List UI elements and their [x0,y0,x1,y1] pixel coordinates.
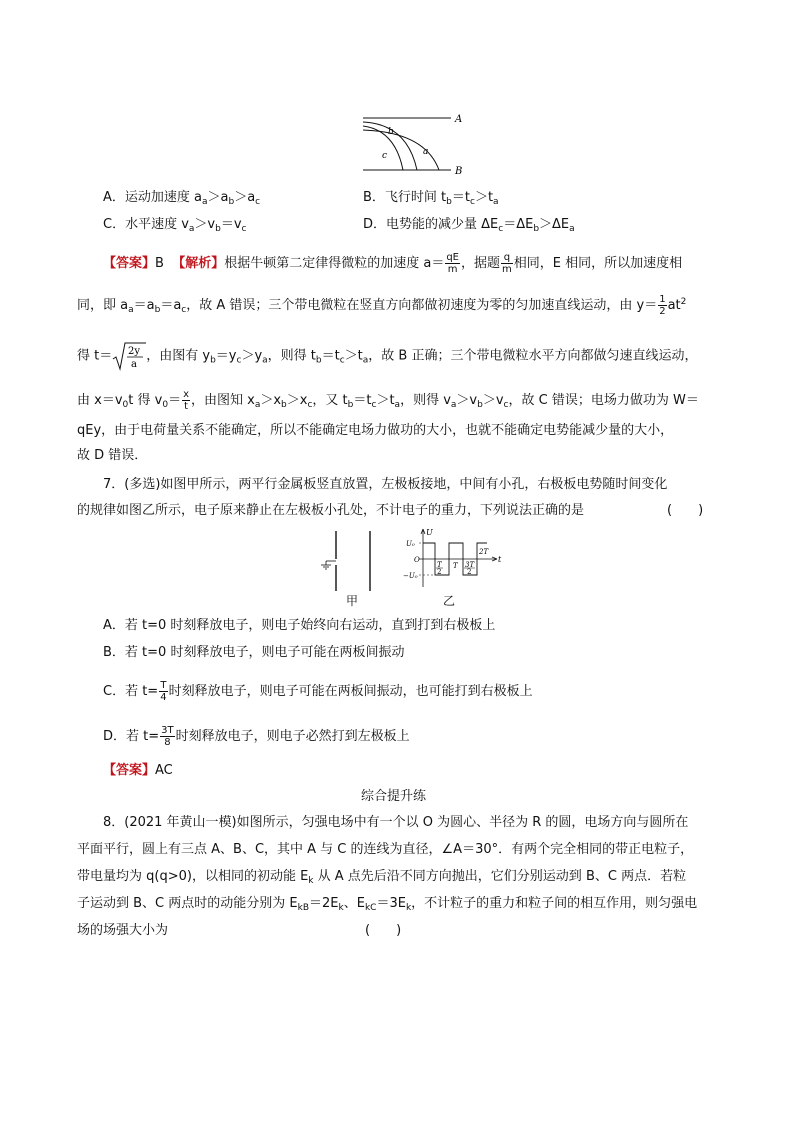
q8-answer-paren: ( ) [365,923,402,938]
tick-t: T [453,562,458,570]
tick-t-half-num: T [437,561,442,569]
analysis-label: 【解析】 [172,256,225,271]
q6-analysis-line2: 同，即 $a_a=a_b=a_c$，故 A 错误；三个带电微粒在竖直方向都做初速度为零的匀加速直线运动，由 y＝ $\frac{1}{2}$ $at^2$ [77,294,687,317]
tick-t-half-den: 2 [437,568,442,576]
q6-analysis-line5: qEy，由于电荷量关系不能确定，所以不能确定电场力做功的大小，也就不能确定电势能减少量的大小， [77,423,674,438]
q8-stem-line4: 子运动到 B、C 两点时的动能分别为 $E_{kB}=2E_k$、$E_{kC}=3E_k$，不计粒子的重力和粒子间的相互作用，则匀强电 [77,896,698,913]
tick-u0: U₀ [406,540,415,548]
option-c: C．水平速度 $v_a>v_b=v_c$ [103,217,247,234]
answer-label: 【答案】 [103,256,156,271]
q8-stem-line3: 带电量均为 q(q>0)，以相同的初动能 $E_k$ 从 A 点先后沿不同方向抛出，它们分别运动到 B、C 两点．若粒 [77,869,687,886]
q7-answer-paren: ( ) [667,503,704,518]
label-B: B [455,166,463,177]
q6-analysis-line4: 由 $x=v_0t$ 得 $v_0=$ $\frac{x}{t}$ ，由图知 $x_a>x_b>x_c$，又 $t_b=t_c>t_a$，则得 $v_a>v_b>v_c$，故 C 错误；电场力做功为 W＝ [77,389,699,412]
fraction-t-4: $\frac{T}{4}$ [160,680,167,703]
trajectory-c [363,126,403,170]
axis-label-u: U [426,528,433,537]
tick-3t-half-den: 2 [467,568,472,576]
sqrt-2y-a [112,341,146,371]
fraction-x-t: $\frac{x}{t}$ [183,389,189,412]
fraction-3t-8: $\frac{3T}{8}$ [161,725,174,748]
figure-label-jia: 甲 [346,594,359,608]
q6-analysis-line6: 故 D 错误． [77,448,148,463]
fraction-one-half: $\frac{1}{2}$ [659,294,666,317]
option-d: D．电势能的减少量 $\Delta E_c=\Delta E_b>\Delta E_a$ [363,217,575,234]
q8-stem-line2: 平面平行，圆上有三点 A、B、C，其中 A 与 C 的连线为直径，∠A＝30°．有两个完全相同的带正电粒子， [77,842,694,857]
option-a: A．运动加速度 $a_a>a_b>a_c$ [103,190,261,207]
figure-label-yi: 乙 [443,594,456,608]
q8-stem-line1: 8．(2021 年黄山一模)如图所示，匀强电场中有一个以 O 为圆心、半径为 R 的圆，电场方向与圆所在 [103,815,689,830]
axis-label-t: t [498,555,502,564]
tick-origin: O [414,556,420,564]
q7-option-b: B．若 t=0 时刻释放电子，则电子可能在两板间振动 [103,645,405,660]
label-A: A [455,114,463,125]
q7-option-a: A．若 t=0 时刻释放电子，则电子始终向右运动，直到打到右极板上 [103,618,496,633]
label-b: b [388,127,394,137]
label-c: c [382,151,388,161]
q7-stem-line1: 7．(多选)如图甲所示，两平行金属板竖直放置，左极板接地，中间有小孔，右极板电势随时间变化 [103,477,668,492]
svg-text:2y: 2y [128,346,141,357]
label-a: a [423,147,429,157]
parallel-plates-figure [318,525,388,595]
section-title: 综合提升练 [361,789,427,804]
q7-option-d: D．若 t= $\frac{3T}{8}$ 时刻释放电子，则电子必然打到左极板上 [103,725,410,748]
q8-stem-line5: 场的场强大小为 [77,923,169,938]
trajectory-figure [355,110,475,180]
tick-neg-u0: −U₀ [403,572,418,580]
option-b: B．飞行时间 $t_b=t_c>t_a$ [363,190,499,207]
q6-analysis-line3: 得 t＝ 2y a ，由图有 $y_b=y_c>y_a$，则得 $t_b=t_c>t_a$，故 B 正确；三个带电微粒水平方向都做匀速直线运动， [77,341,697,371]
tick-2t: 2T [479,548,489,556]
q7-stem-line2: 的规律如图乙所示，电子原来静止在左极板小孔处，不计电子的重力，下列说法正确的是 [77,503,585,518]
ground-icon [321,565,331,569]
q7-answer: 【答案】AC [103,763,173,778]
fraction-qe-m: $\frac{qE}{m}$ [446,252,459,275]
voltage-square-wave-graph [403,525,503,591]
svg-text:a: a [131,359,138,370]
q6-answer-line1: 【答案】B 【解析】根据牛顿第二定律得微粒的加速度 a＝ $\frac{qE}{m}$ ，据题 $\frac{q}{m}$ 相同，E 相同，所以加速度相 [103,252,683,275]
fraction-q-m: $\frac{q}{m}$ [502,252,512,275]
tick-3t-half-num: 3T [465,561,475,569]
q7-option-c: C．若 t= $\frac{T}{4}$ 时刻释放电子，则电子可能在两板间振动，也可能打到右极板上 [103,680,533,703]
